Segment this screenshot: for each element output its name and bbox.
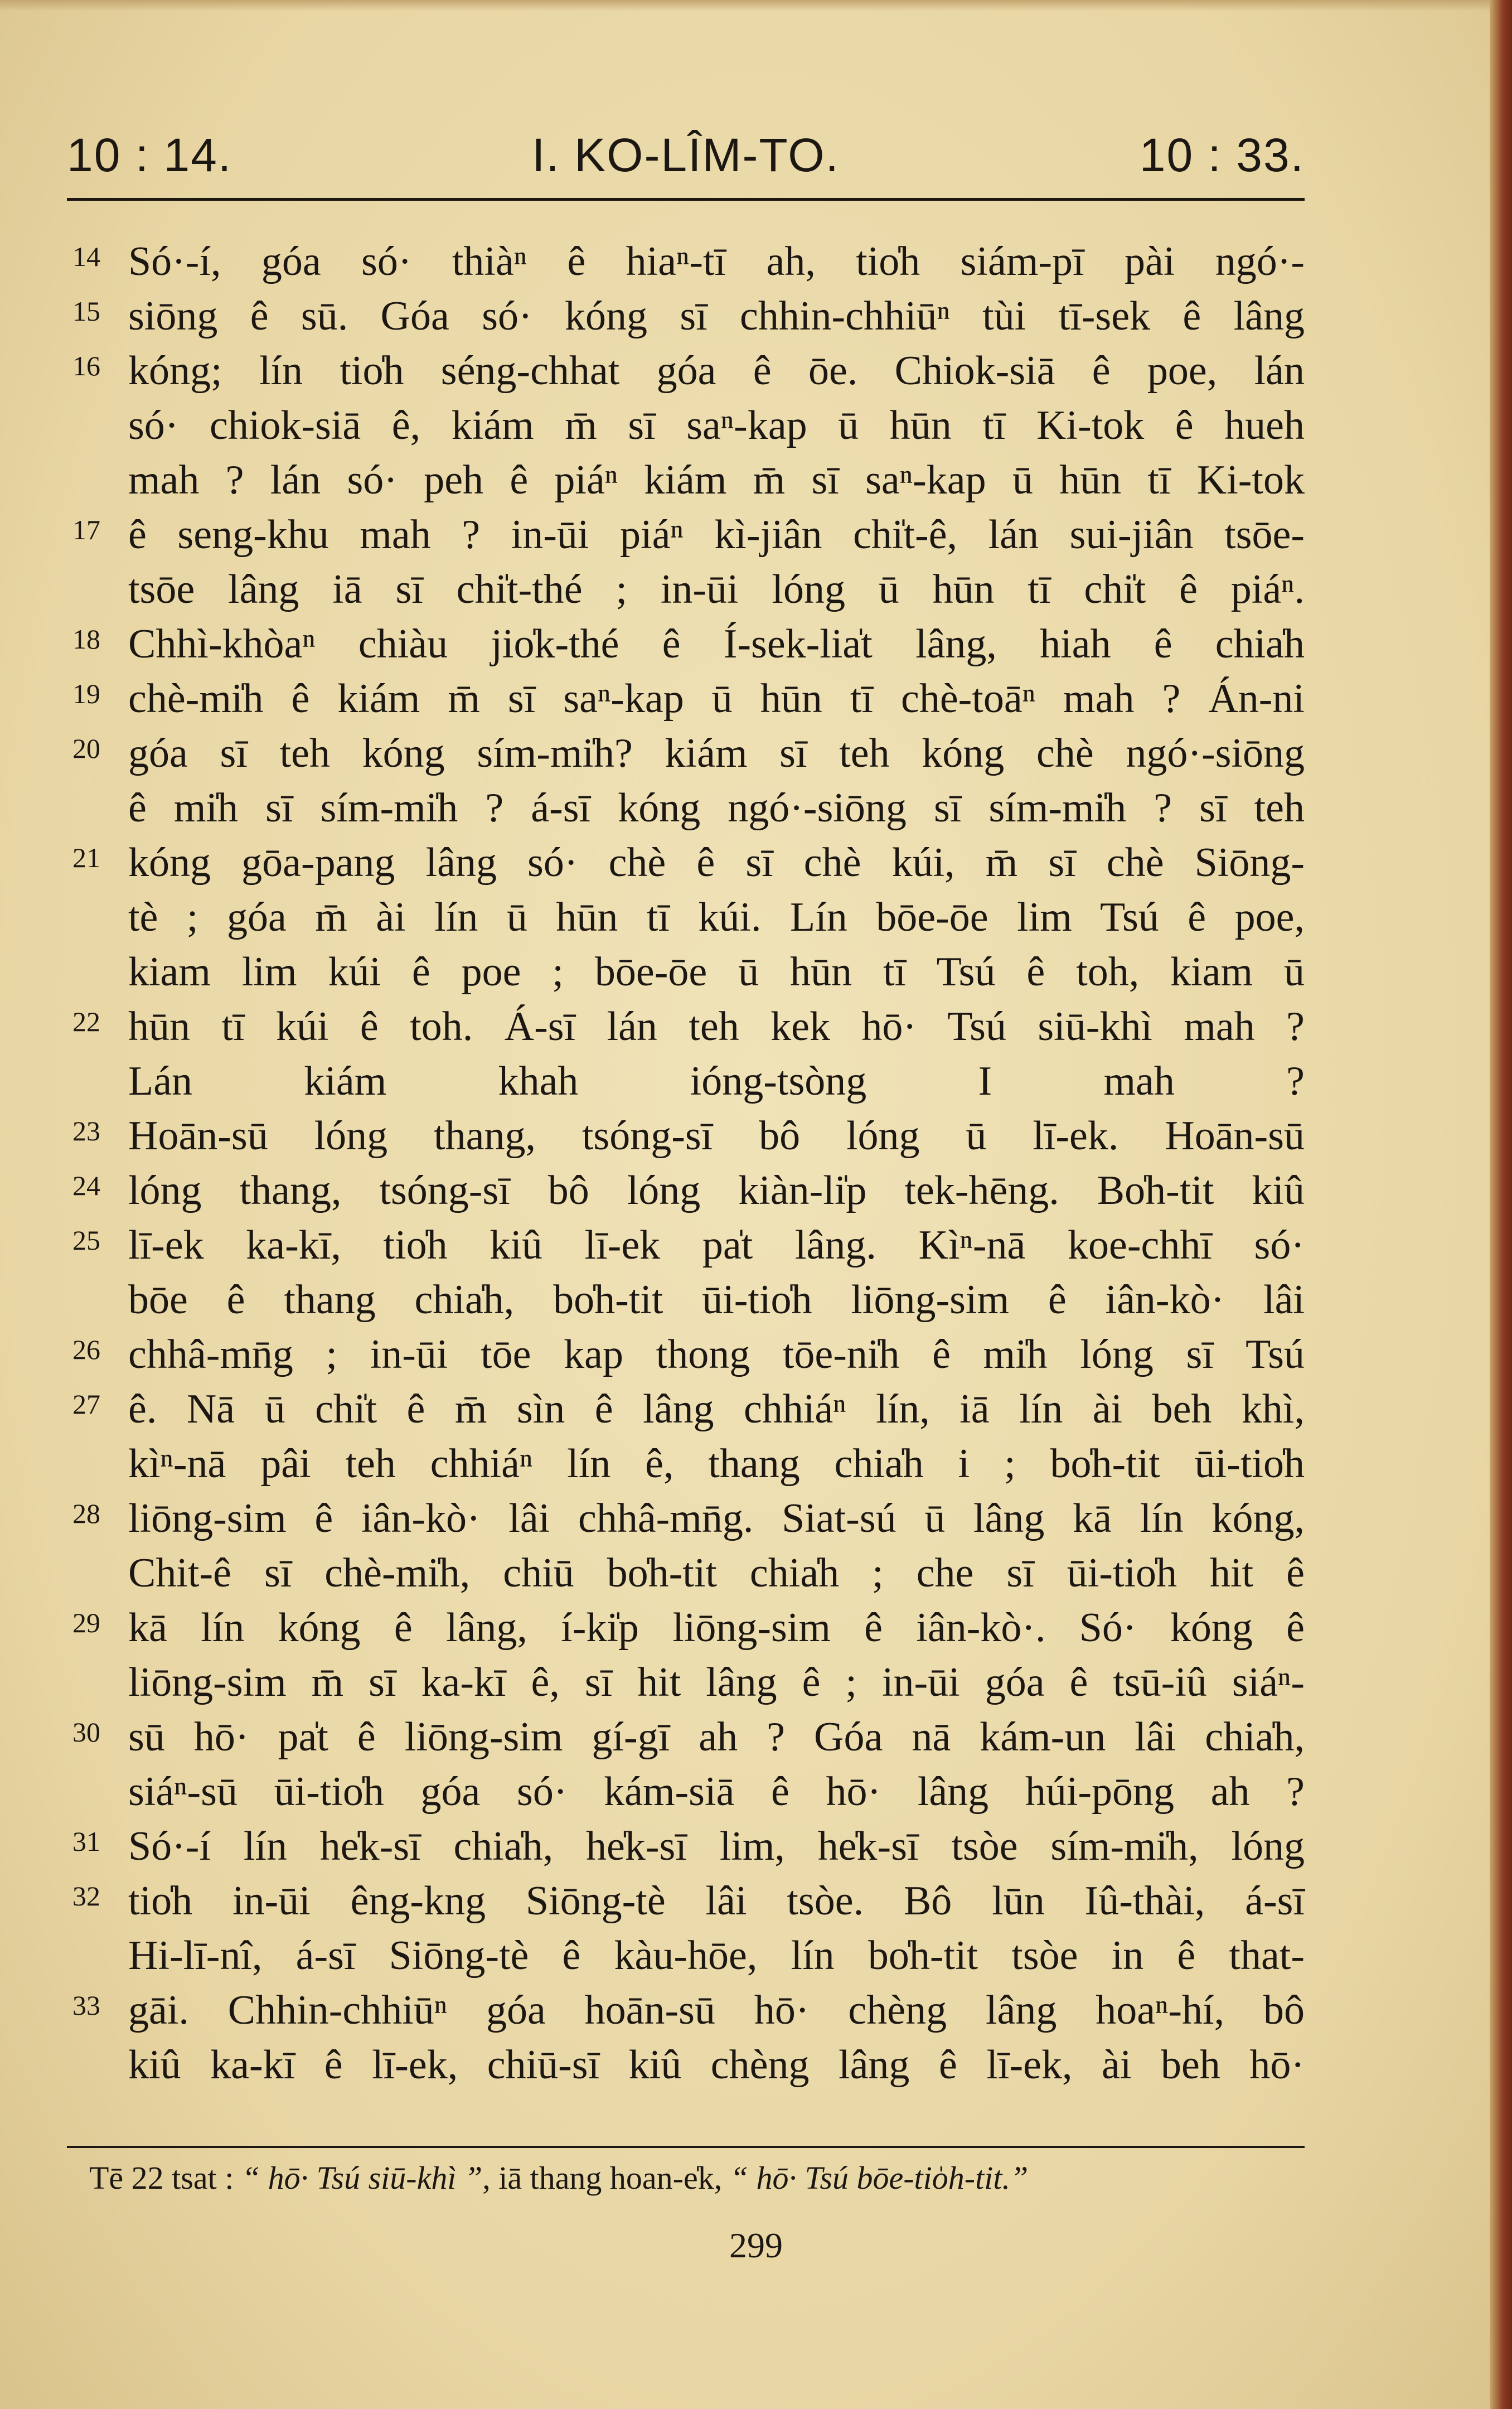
running-header xyxy=(67,128,1305,190)
footnote-middle: , iā thang hoan-e̍k, xyxy=(482,2160,730,2196)
text-line: Hi-lī-nî, á-sī Siōng-tè ê kàu-hōe, lín bo̍h-tit tsòe in ê that- xyxy=(128,1933,1305,1979)
header-chapter-verse-end: 10 : 33. xyxy=(1139,129,1305,181)
verse-number: 29 xyxy=(72,1607,100,1638)
text-line: Só·-í, góa só· thiàⁿ ê hiaⁿ-tī ah, tio̍h siám-pī pài ngó·- xyxy=(128,239,1305,284)
text-line: só· chiok-siā ê, kiám m̄ sī saⁿ-kap ū hūn tī Ki-tok ê hueh xyxy=(128,403,1305,448)
verse-number xyxy=(72,562,123,617)
text-line: Chhì-khòaⁿ chiàu jio̍k-thé ê Í-sek-lia̍t lâng, hiah ê chia̍h xyxy=(128,621,1305,667)
verse-number: 33 xyxy=(72,1990,100,2021)
verse-number: 18 xyxy=(72,623,100,655)
text-line: Hoān-sū lóng thang, tsóng-sī bô lóng ū lī-ek. Hoān-sū xyxy=(128,1113,1305,1159)
text-line: liōng-sim m̄ sī ka-kī ê, sī hit lâng ê ; in-ūi góa ê tsū-iû siáⁿ- xyxy=(128,1660,1305,1705)
verse-number: 25 xyxy=(72,1225,100,1256)
footnote-quote-1: “ hō· Tsú siū-khì ” xyxy=(241,2160,483,2196)
header-chapter-verse-start: 10 : 14. xyxy=(67,129,232,181)
verse-number xyxy=(72,398,123,453)
text-line: chè-mi̍h ê kiám m̄ sī saⁿ-kap ū hūn tī chè-toāⁿ mah ? Án-ni xyxy=(128,676,1305,722)
text-line: tè ; góa m̄ ài lín ū hūn tī kúi. Lín bōe-ōe lim Tsú ê poe, xyxy=(128,894,1305,940)
text-line: Lán kiám khah ióng-tsòng I mah ? xyxy=(128,1058,1305,1104)
verse-number: 27 xyxy=(72,1389,100,1420)
verse-number: 16 xyxy=(72,350,100,381)
text-line: bōe ê thang chia̍h, bo̍h-tit ūi-tio̍h liōng-sim ê iân-kò· lâi xyxy=(128,1277,1305,1323)
text-line: ê. Nā ū chi̍t ê m̄ sìn ê lâng chhiáⁿ lín, iā lín ài beh khì, xyxy=(128,1386,1305,1432)
text-line: siōng ê sū. Góa só· kóng sī chhin-chhiūⁿ tùi tī-sek ê lâng xyxy=(128,293,1305,339)
verse-number: 24 xyxy=(72,1170,100,1201)
verse-number xyxy=(72,781,123,835)
verse-number xyxy=(72,453,123,507)
verse-number: 32 xyxy=(72,1880,100,1912)
text-line: kiû ka-kī ê lī-ek, chiū-sī kiû chèng lâng ê lī-ek, ài beh hō· xyxy=(128,2042,1305,2088)
verse-number xyxy=(72,1436,123,1491)
text-line: liōng-sim ê iân-kò· lâi chhâ-mn̄g. Siat-sú ū lâng kā lín kóng, xyxy=(128,1496,1305,1541)
verse-number xyxy=(72,945,123,999)
footnote-quote-2: “ hō· Tsú bōe-tio̍h-tit.” xyxy=(730,2160,1029,2196)
verse-number: 28 xyxy=(72,1498,100,1529)
verse-number: 15 xyxy=(72,296,100,327)
text-line: kìⁿ-nā pâi teh chhiáⁿ lín ê, thang chia̍h i ; bo̍h-tit ūi-tio̍h xyxy=(128,1441,1305,1487)
text-line: gāi. Chhin-chhiūⁿ góa hoān-sū hō· chèng lâng hoaⁿ-hí, bô xyxy=(128,1987,1305,2033)
verse-number: 14 xyxy=(72,241,100,272)
verse-number xyxy=(72,2038,123,2092)
text-line: kóng gōa-pang lâng só· chè ê sī chè kúi, m̄ sī chè Siōng- xyxy=(128,840,1305,886)
text-line: lóng thang, tsóng-sī bô lóng kiàn-li̍p tek-hēng. Bo̍h-tit kiû xyxy=(128,1168,1305,1213)
verse-number xyxy=(72,1928,123,1983)
page-right-edge xyxy=(1490,0,1512,2409)
text-line: tio̍h in-ūi êng-kng Siōng-tè lâi tsòe. Bô lūn Iû-thài, á-sī xyxy=(128,1878,1305,1924)
text-line: ê seng-khu mah ? in-ūi piáⁿ kì-jiân chi̍t-ê, lán sui-jiân tsōe- xyxy=(128,512,1305,558)
footnote-prefix: Tē 22 tsat : xyxy=(89,2160,242,2196)
text-line: kiam lim kúi ê poe ; bōe-ōe ū hūn tī Tsú ê toh, kiam ū xyxy=(128,949,1305,995)
footnote xyxy=(89,2156,1293,2200)
verse-number: 23 xyxy=(72,1115,100,1147)
text-line: hūn tī kúi ê toh. Á-sī lán teh kek hō· Tsú siū-khì mah ? xyxy=(128,1004,1305,1049)
header-rule xyxy=(67,198,1305,201)
text-line: tsōe lâng iā sī chi̍t-thé ; in-ūi lóng ū hūn tī chi̍t ê piáⁿ. xyxy=(128,567,1305,612)
verse-number: 19 xyxy=(72,678,100,709)
text-line: kóng; lín tio̍h séng-chhat góa ê ōe. Chiok-siā ê poe, lán xyxy=(128,348,1305,394)
verse-number: 31 xyxy=(72,1826,100,1857)
verse-number xyxy=(72,1273,123,1327)
text-line: ê mi̍h sī sím-mi̍h ? á-sī kóng ngó·-siōng sī sím-mi̍h ? sī teh xyxy=(128,785,1305,831)
text-line: siáⁿ-sū ūi-tio̍h góa só· kám-siā ê hō· lâng húi-pōng ah ? xyxy=(128,1769,1305,1815)
verse-number: 17 xyxy=(72,514,100,545)
text-line: Chit-ê sī chè-mi̍h, chiū bo̍h-tit chia̍h ; che sī ūi-tio̍h hit ê xyxy=(128,1550,1305,1596)
page-number: 299 xyxy=(729,2226,783,2265)
text-line: góa sī teh kóng sím-mi̍h? kiám sī teh kóng chè ngó·-siōng xyxy=(128,731,1305,776)
text-line: kā lín kóng ê lâng, í-ki̍p liōng-sim ê iân-kò·. Só· kóng ê xyxy=(128,1605,1305,1651)
text-line: lī-ek ka-kī, tio̍h kiû lī-ek pa̍t lâng. Kìⁿ-nā koe-chhī só· xyxy=(128,1222,1305,1268)
verse-number: 20 xyxy=(72,733,100,764)
verse-number xyxy=(72,890,123,945)
verse-number xyxy=(72,1546,123,1600)
verse-number xyxy=(72,1764,123,1819)
verse-number: 30 xyxy=(72,1716,100,1748)
page-top-shadow xyxy=(0,0,1512,11)
verse-number: 26 xyxy=(72,1334,100,1365)
text-line: sū hō· pa̍t ê liōng-sim gí-gī ah ? Góa nā kám-un lâi chia̍h, xyxy=(128,1714,1305,1760)
text-line: Só·-í lín he̍k-sī chia̍h, he̍k-sī lim, he̍k-sī tsòe sím-mi̍h, lóng xyxy=(128,1823,1305,1869)
verse-number: 22 xyxy=(72,1006,100,1037)
text-line: chhâ-mn̄g ; in-ūi tōe kap thong tōe-ni̍h ê mi̍h lóng sī Tsú xyxy=(128,1332,1305,1377)
verse-number: 21 xyxy=(72,842,100,873)
verse-number xyxy=(72,1054,123,1109)
book-title: I. KO-LÎM-TO. xyxy=(532,129,840,181)
verse-number xyxy=(72,1655,123,1710)
footnote-rule xyxy=(67,2146,1305,2148)
text-line: mah ? lán só· peh ê piáⁿ kiám m̄ sī saⁿ-kap ū hūn tī Ki-tok xyxy=(128,457,1305,503)
